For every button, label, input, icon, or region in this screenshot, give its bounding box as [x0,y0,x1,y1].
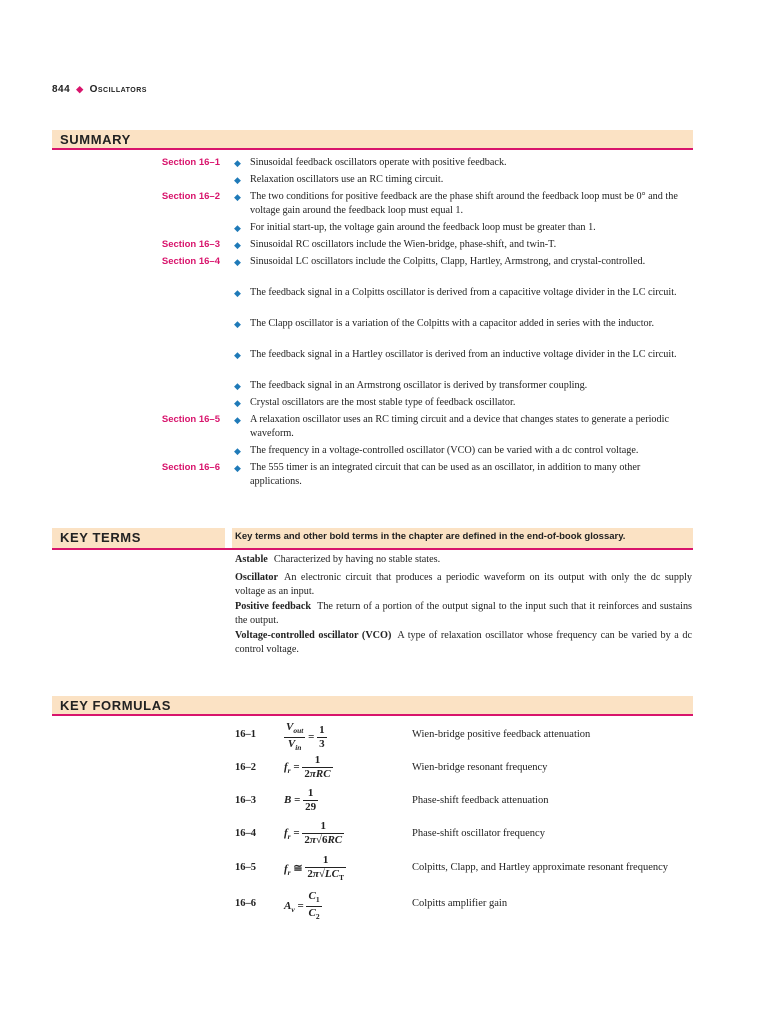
formula-equation: $f_r$ = $\frac{1}{\text{2πRC}}$ [284,754,331,780]
section-label: Section 16–6 [161,462,220,473]
key-term [235,553,692,567]
formula-equation: $A_v$ = $\frac{C_1}{C_2}$ [284,890,320,922]
key-term-name: Oscillator [235,572,279,583]
summary-text: The feedback signal in a Hartley oscillator is derived from an inductive voltage divider in the LC circuit. [250,349,677,360]
running-head [52,84,147,95]
section-label: Section 16–1 [161,157,220,168]
formula-number: 16–5 [235,862,256,873]
bullet-icon: ◆ [234,415,241,425]
key-formulas-heading-bar [52,696,693,716]
chapter-title: Oscillators [89,84,147,95]
key-term-name: Astable [235,554,268,565]
summary-heading: SUMMARY [60,132,131,147]
key-term-name: Voltage-controlled oscillator (VCO) [235,630,392,641]
summary-text: Sinusoidal feedback oscillators operate with positive feedback. [250,157,507,168]
summary-text: The feedback signal in a Colpitts oscillator is derived from a capacitive voltage divider in the LC circuit. [250,287,677,298]
section-label: Section 16–2 [161,191,220,202]
bullet-icon: ◆ [234,350,241,360]
key-term-name: Positive feedback [235,601,312,612]
bullet-icon: ◆ [234,158,241,168]
bullet-icon: ◆ [234,463,241,473]
section-label: Section 16–5 [161,414,220,425]
summary-text: Crystal oscillators are the most stable type of feedback oscillator. [250,397,516,408]
formula-number: 16–4 [235,828,256,839]
formula-number: 16–1 [235,729,256,740]
summary-text: The Clapp oscillator is a variation of the Colpitts with a capacitor added in series with the inductor. [250,318,655,329]
summary-text: Relaxation oscillators use an RC timing circuit. [250,174,444,185]
summary-text: The 555 timer is an integrated circuit that can be used as an oscillator, in addition to many other applications. [250,462,641,487]
summary-text: The feedback signal in an Armstrong oscillator is derived by transformer coupling. [250,380,588,391]
key-term [235,571,692,599]
summary-heading-bar [52,130,693,150]
key-term-definition: Characterized by having no stable states. [273,554,441,565]
formula-equation: $f_r$ ≅ $\frac{1}{2\pi√LC_T}$ [284,854,344,883]
formula-description: Colpitts, Clapp, and Hartley approximate resonant frequency [412,862,669,873]
summary-text: The frequency in a voltage-controlled oscillator (VCO) can be varied with a dc control voltage. [250,445,639,456]
bullet-icon: ◆ [234,319,241,329]
formula-description: Colpitts amplifier gain [412,898,508,909]
formula-description: Phase-shift oscillator frequency [412,828,545,839]
formula-equation: $f_r$ = $\frac{1}{2\pi√6RC}$ [284,820,343,846]
key-term-definition: The return of a portion of the output signal to the input such that it reinforces and sustains the output. [235,601,693,626]
formula-number: 16–2 [235,762,256,773]
summary-text: For initial start-up, the voltage gain around the feedback loop must be greater than 1. [250,222,596,233]
key-terms-heading: KEY TERMS [60,530,142,545]
summary-text: Sinusoidal LC oscillators include the Colpitts, Clapp, Hartley, Armstrong, and crystal-controlled. [250,256,646,267]
key-term [235,600,692,628]
summary-text: Sinusoidal RC oscillators include the Wien-bridge, phase-shift, and twin-T. [250,239,557,250]
bullet-icon: ◆ [234,175,241,185]
section-label: Section 16–4 [161,256,220,267]
key-term [235,629,692,657]
page-number: 844 [52,84,71,95]
key-term-definition: A type of relaxation oscillator whose frequency can be varied by a dc control voltage. [235,630,692,655]
formula-description: Wien-bridge resonant frequency [412,762,548,773]
summary-text: A relaxation oscillator uses an RC timing circuit and a device that changes states to generate a periodic waveform. [250,414,669,439]
formula-number: 16–6 [235,898,256,909]
bullet-icon: ◆ [234,446,241,456]
bullet-icon: ◆ [234,381,241,391]
summary-text: The two conditions for positive feedback are the phase shift around the feedback loop must be 0° and the voltage gain around the feedback loop must equal 1. [250,191,678,216]
bullet-icon: ◆ [234,257,241,267]
key-term-definition: An electronic circuit that produces a periodic waveform on its output with only the dc supply voltage as an input. [235,572,692,597]
bullet-icon: ◆ [234,223,241,233]
bullet-icon: ◆ [234,240,241,250]
key-formulas-heading: KEY FORMULAS [60,698,171,713]
formula-description: Phase-shift feedback attenuation [412,795,549,806]
formula-equation: B = $\frac{1}{29}$ [284,787,317,813]
section-label: Section 16–3 [161,239,220,250]
formula-equation: $\frac{V_{out}}{V_{in}}$ = $\frac{1}{3}$ [286,721,325,753]
bullet-icon: ◆ [234,192,241,202]
bullet-icon: ◆ [234,398,241,408]
formula-number: 16–3 [235,795,256,806]
key-terms-note: Key terms and other bold terms in the chapter are defined in the end-of-book glossary. [235,531,626,542]
diamond-icon: ◆ [76,84,84,94]
formula-description: Wien-bridge positive feedback attenuation [412,729,591,740]
bullet-icon: ◆ [234,288,241,298]
